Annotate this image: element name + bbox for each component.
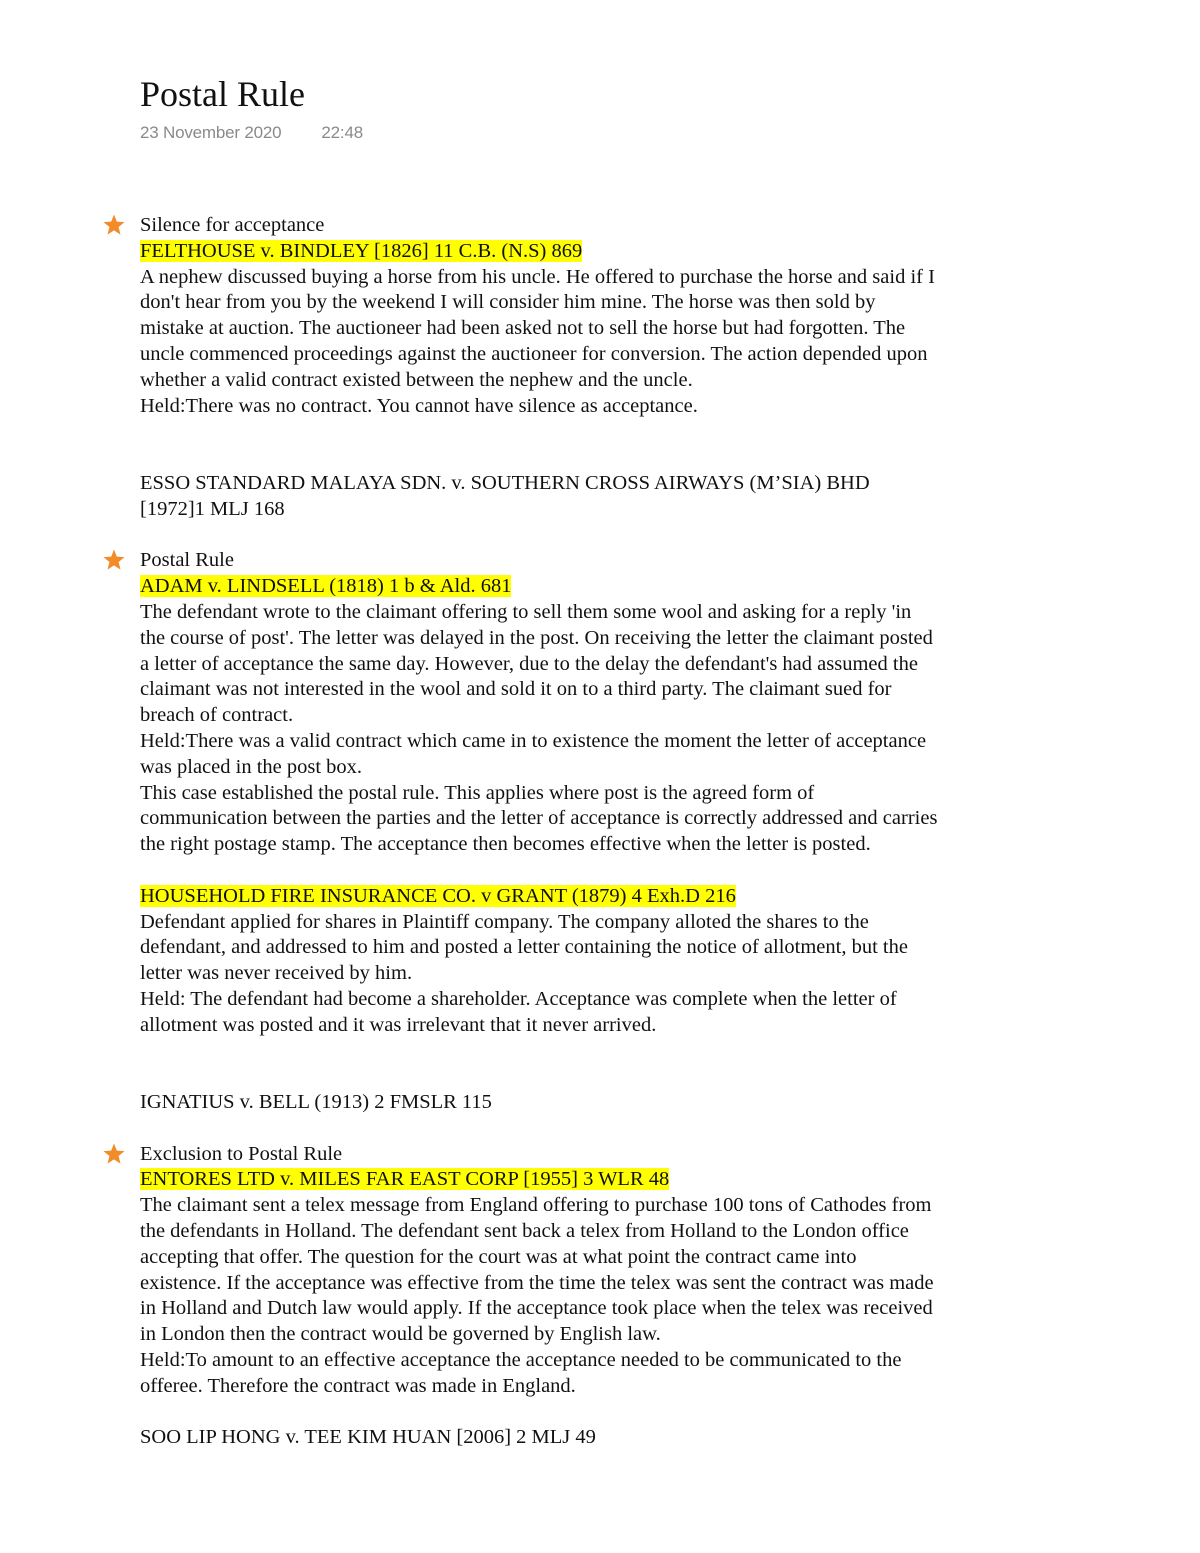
case-text-line: defendant, and addressed to him and posted a letter containing the notice of allotment, but the — [140, 936, 908, 959]
case-text-line: in London then the contract would be governed by English law. — [140, 1323, 661, 1346]
case-citation — [140, 574, 1070, 600]
case-held-line: Held:There was a valid contract which came in to existence the moment the letter of acceptance — [140, 729, 927, 752]
page-date: 23 November 2020 — [140, 123, 282, 142]
case-text-line: The defendant wrote to the claimant offering to sell them some wool and asking for a reply 'in — [140, 600, 912, 623]
related-case: IGNATIUS v. BELL (1913) 2 FMSLR 115 — [140, 1091, 492, 1114]
case-text-line: The claimant sent a telex message from England offering to purchase 100 tons of Cathodes from — [140, 1194, 932, 1217]
case-held-line: Held: The defendant had become a shareholder. Acceptance was complete when the letter of — [140, 987, 897, 1010]
case-text-line: the right postage stamp. The acceptance then becomes effective when the letter is posted. — [140, 833, 871, 856]
page-timestamp — [140, 122, 363, 144]
section-heading: Silence for acceptance — [140, 214, 325, 236]
case-citation — [140, 1167, 1070, 1193]
case-text-line: accepting that offer. The question for the court was at what point the contract came into — [140, 1245, 857, 1268]
highlighted-citation: FELTHOUSE v. BINDLEY [1826] 11 C.B. (N.S) 869 — [140, 239, 583, 262]
case-text-line: whether a valid contract existed between the nephew and the uncle. — [140, 368, 693, 391]
case-held-line: offeree. Therefore the contract was made in England. — [140, 1374, 576, 1397]
case-held-line: Held:There was no contract. You cannot have silence as acceptance. — [140, 394, 698, 417]
star-icon — [102, 1142, 126, 1166]
case-text-line: Defendant applied for shares in Plaintiff company. The company alloted the shares to the — [140, 910, 869, 933]
case-held-line: allotment was posted and it was irrelevant that it never arrived. — [140, 1013, 657, 1036]
section-exclusion-postal-rule — [140, 1142, 1070, 1452]
case-text-line: a letter of acceptance the same day. However, due to the delay the defendant's had assumed the — [140, 652, 918, 675]
note-body — [140, 213, 1070, 1451]
section-heading: Postal Rule — [140, 549, 234, 572]
case-text-line: don't hear from you by the weekend I will consider him mine. The horse was then sold by — [140, 291, 876, 314]
highlighted-citation: ADAM v. LINDSELL (1818) 1 b & Ald. 681 — [140, 575, 512, 598]
case-text-line: uncle commenced proceedings against the auctioneer for conversion. The action depended upon — [140, 342, 928, 365]
case-text-line: breach of contract. — [140, 704, 294, 727]
case-text-line: the course of post'. The letter was delayed in the post. On receiving the letter the claimant posted — [140, 626, 933, 649]
case-text-line: letter was never received by him. — [140, 962, 413, 985]
case-citation — [140, 884, 1070, 910]
case-text-line: the defendants in Holland. The defendant sent back a telex from Holland to the London office — [140, 1220, 909, 1243]
page-title: Postal Rule — [140, 74, 306, 114]
highlighted-citation: HOUSEHOLD FIRE INSURANCE CO. v GRANT (1879) 4 Exh.D 216 — [140, 884, 736, 907]
case-text-line: communication between the parties and the letter of acceptance is correctly addressed and carries — [140, 807, 938, 830]
page-time: 22:48 — [321, 123, 363, 142]
case-held-line: Held:To amount to an effective acceptance the acceptance needed to be communicated to the — [140, 1349, 902, 1372]
case-text-line: A nephew discussed buying a horse from his uncle. He offered to purchase the horse and said if I — [140, 265, 935, 288]
case-citation — [140, 239, 1070, 265]
case-text-line: claimant was not interested in the wool and sold it on to a third party. The claimant sued for — [140, 678, 892, 701]
star-icon — [102, 548, 126, 572]
star-icon — [102, 213, 126, 237]
related-case-citation: [1972]1 MLJ 168 — [140, 497, 285, 520]
case-held-line: was placed in the post box. — [140, 755, 363, 778]
related-case: SOO LIP HONG v. TEE KIM HUAN [2006] 2 MLJ 49 — [140, 1426, 596, 1449]
case-text-line: mistake at auction. The auctioneer had been asked not to sell the horse but had forgotten. The — [140, 317, 906, 340]
related-case: ESSO STANDARD MALAYA SDN. v. SOUTHERN CROSS AIRWAYS (M’SIA) BHD — [140, 471, 870, 494]
highlighted-citation: ENTORES LTD v. MILES FAR EAST CORP [1955] 3 WLR 48 — [140, 1168, 670, 1191]
section-silence-acceptance — [140, 213, 1070, 548]
case-text-line: existence. If the acceptance was effective from the time the telex was sent the contract was made — [140, 1271, 934, 1294]
section-heading: Exclusion to Postal Rule — [140, 1142, 343, 1165]
case-text-line: This case established the postal rule. This applies where post is the agreed form of — [140, 781, 815, 804]
case-text-line: in Holland and Dutch law would apply. If the acceptance took place when the telex was received — [140, 1297, 933, 1320]
section-postal-rule — [140, 548, 1070, 1141]
